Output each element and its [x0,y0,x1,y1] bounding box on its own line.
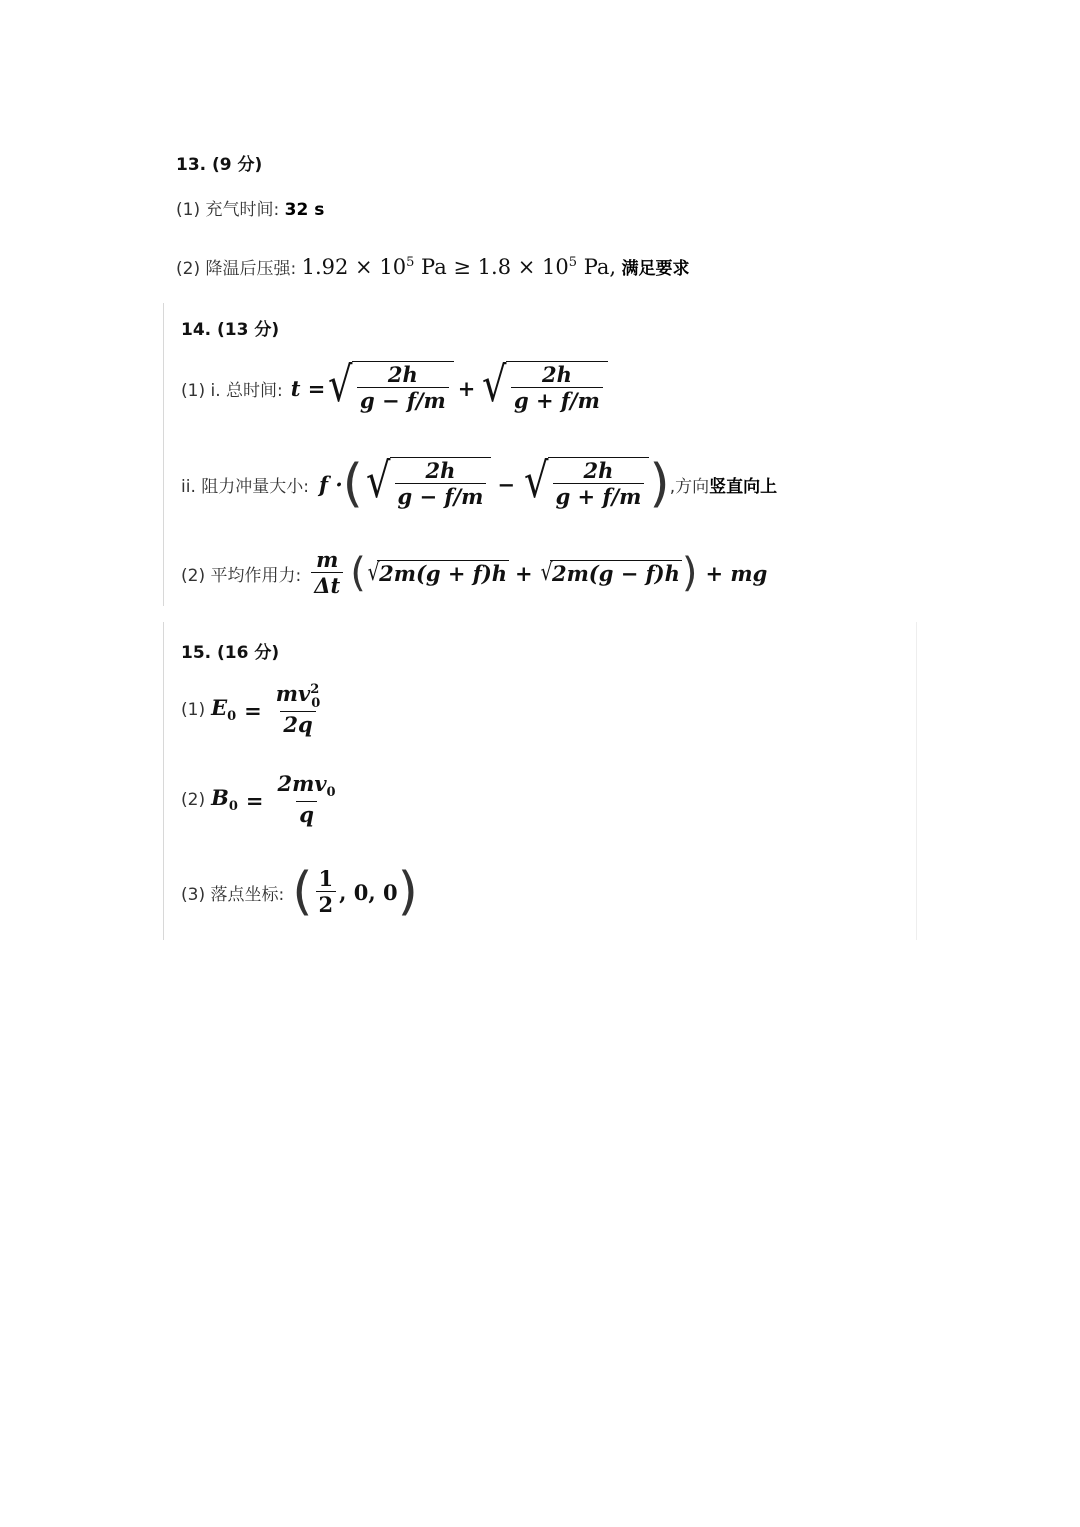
q15-part3-fraction: $\frac{1}{2}$ [316,866,337,918]
q14-part2: (2) 平均作用力: $\frac{m}{\Delta t}$ ( √ 2m(g + f)h + √ 2m(g − f)h ) + mg [181,546,768,598]
q13-part2-label: (2) 降温后压强: [176,259,297,279]
q13-heading: 13. (9 分) [176,155,263,175]
q14-t-eq: t = [290,375,326,401]
q13-part1 [176,195,324,220]
q15-part1: (1) $E_0$ = $\frac{mv^2_0}{2q}$ [181,682,326,738]
q15-right-border [916,622,917,940]
q14-sqrt-5: √ 2m(g + f)h [367,558,508,586]
q14-left-border [163,303,164,606]
q15-part1-fraction: $\frac{mv^2_0}{2q}$ [275,681,321,738]
q14-sqrt-1: √ $\frac{2h}{g - f/m}$ [325,361,453,414]
q13-part2-conclusion: 满足要求 [621,259,690,279]
q14-part1-ii: ii. 阻力冲量大小: f · ( √ $\frac{2h}{g - f/m}$ − √ $\frac{2h}{g + f/m}$ ) ,方向 竖直向上 [181,453,778,514]
q14-sqrt-4: √ $\frac{2h}{g + f/m}$ [521,457,649,510]
q13-part2 [176,254,690,279]
q15-part2-label: (2) [181,790,206,810]
q14-sqrt-3: √ $\frac{2h}{g - f/m}$ [363,457,491,510]
q15-heading: 15. (16 分) [181,643,280,663]
q15-left-border [163,622,164,940]
q14-sqrt-6: √ 2m(g − f)h [540,558,680,586]
q15-part3: (3) 落点坐标: ( $\frac{1}{2}$ , 0, 0 ) [181,862,418,922]
q13-part1-value: 32 s [284,200,325,220]
q14-direction-label: ,方向 [669,476,710,497]
q15-part3-label: (3) 落点坐标: [181,884,285,905]
q14-direction-value: 竖直向上 [709,476,778,497]
q15-part1-label: (1) [181,700,206,720]
q14-heading: 14. (13 分) [181,320,280,340]
q15-part2-fraction: $\frac{2mv_0}{q}$ [277,771,336,828]
q14-part1-i-label: (1) i. 总时间: [181,380,283,401]
q13-part2-expression: $1.92 \times 10^5$ $Pa \ge 1.8 \times 10^5$ Pa, [301,255,617,279]
q14-sqrt-2: √ $\frac{2h}{g + f/m}$ [479,361,607,414]
q14-part1-ii-label: ii. 阻力冲量大小: [181,476,309,497]
q15-part2: (2) $B_0$ = $\frac{2mv_0}{q}$ [181,772,342,828]
q14-part2-label: (2) 平均作用力: [181,565,302,586]
q13-part1-label: (1) 充气时间: [176,200,280,220]
q14-part2-tail: + mg [705,560,768,586]
q14-part1-i: (1) i. 总时间: t = √ $\frac{2h}{g - f/m}$ + √ $\frac{2h}{g + f/m}$ [181,358,608,418]
q14-part2-fraction: $\frac{m}{\Delta t}$ [311,547,343,599]
